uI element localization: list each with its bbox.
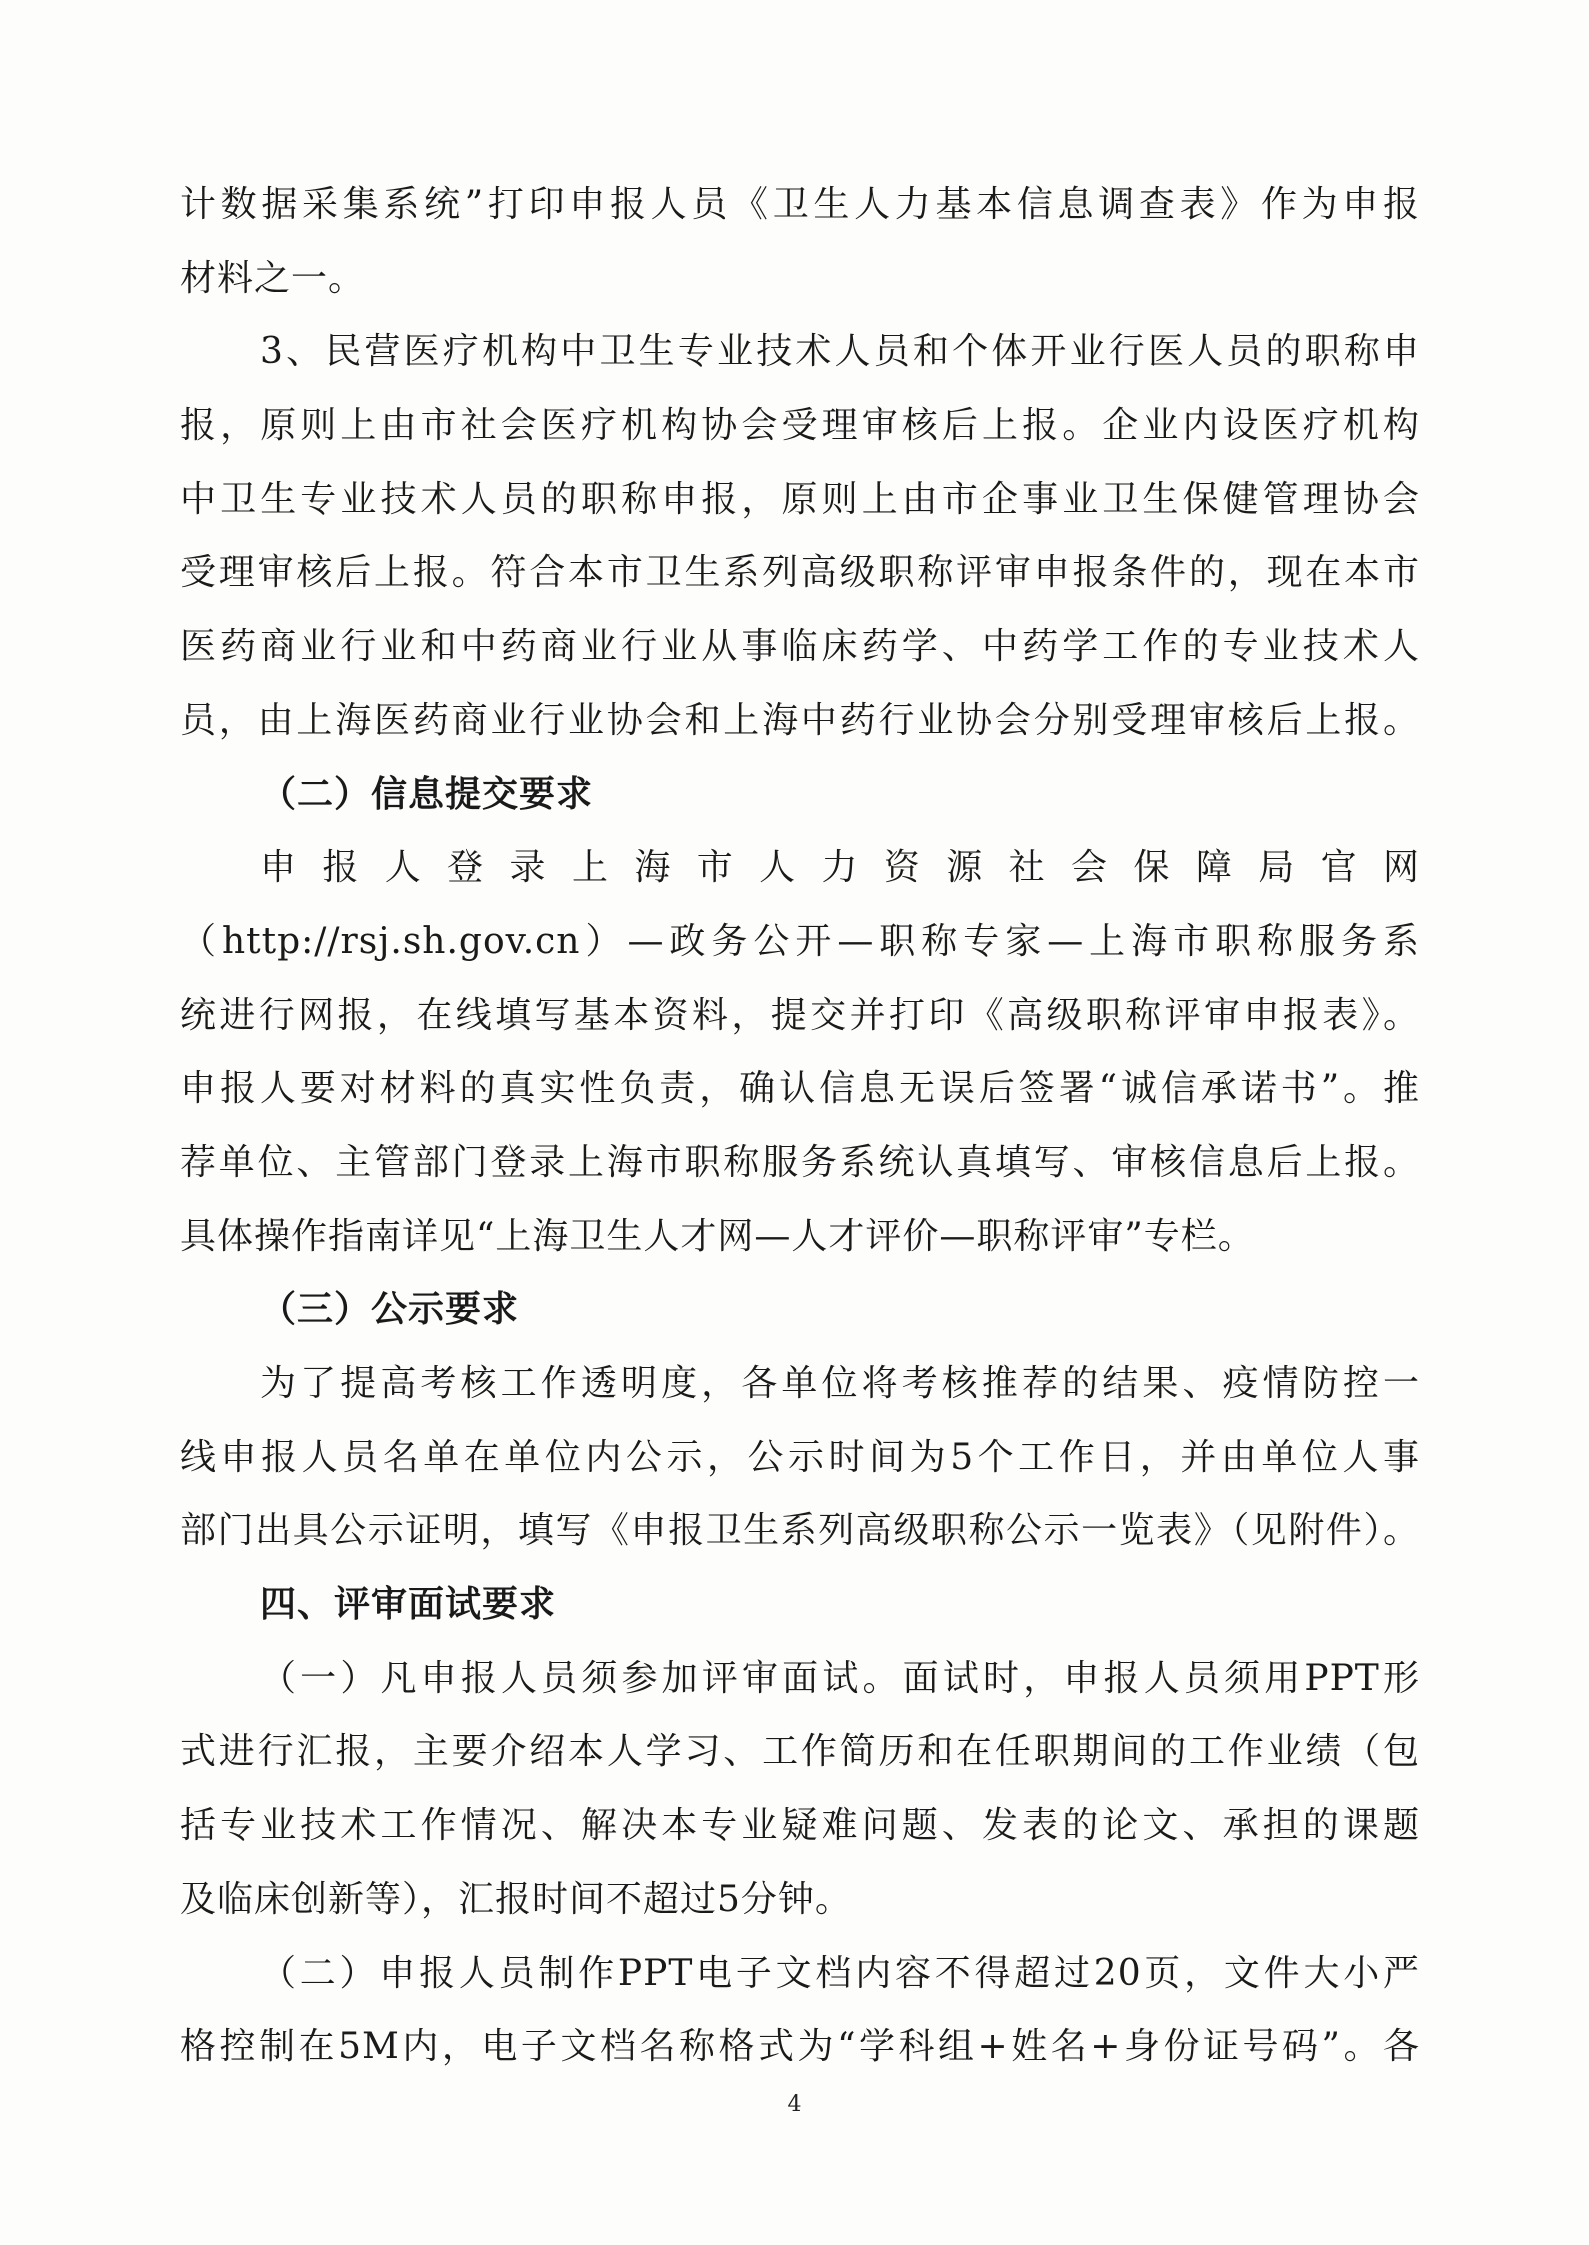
- text-line: 中卫生专业技术人员的职称申报，原则上由市企事业卫生保健管理协会: [180, 478, 1420, 520]
- text-line: （http://rsj.sh.gov.cn）—政务公开—职称专家—上海市职称服务系: [180, 920, 1420, 962]
- page-number: 4: [787, 2092, 802, 2117]
- text-line: 线申报人员名单在单位内公示，公示时间为5个工作日，并由单位人事: [180, 1436, 1420, 1478]
- text-line: 材料之一。: [180, 257, 366, 299]
- text-line: 格控制在5M内，电子文档名称格式为“学科组+姓名+身份证号码”。各: [180, 2026, 1420, 2068]
- text-line: 为了提高考核工作透明度，各单位将考核推荐的结果、疫情防控一: [260, 1363, 1420, 1404]
- text-line: 医药商业行业和中药商业行业从事临床药学、中药学工作的专业技术人: [180, 626, 1420, 668]
- text-line: 部门出具公示证明，填写《申报卫生系列高级职称公示一览表》（见附件）。: [180, 1510, 1420, 1552]
- text-line: 受理审核后上报。符合本市卫生系列高级职称评审申报条件的，现在本市: [180, 552, 1420, 594]
- section-heading: （二）信息提交要求: [260, 773, 594, 815]
- document-body: [180, 168, 1420, 2084]
- section-heading: 四、评审面试要求: [260, 1584, 557, 1626]
- text-line: 申报人登录上海市人力资源社会保障局官网: [260, 847, 1420, 889]
- text-line: 员，由上海医药商业行业协会和上海中药行业协会分别受理审核后上报。: [180, 699, 1420, 741]
- text-line: 3、民营医疗机构中卫生专业技术人员和个体开业行医人员的职称申: [260, 331, 1420, 373]
- section-heading: （三）公示要求: [260, 1289, 520, 1331]
- text-line: 报，原则上由市社会医疗机构协会受理审核后上报。企业内设医疗机构: [180, 405, 1420, 447]
- text-line: 及临床创新等），汇报时间不超过5分钟。: [180, 1878, 852, 1920]
- text-line: 荐单位、主管部门登录上海市职称服务系统认真填写、审核信息后上报。: [180, 1141, 1420, 1183]
- text-line: 式进行汇报，主要介绍本人学习、工作简历和在任职期间的工作业绩（包: [180, 1731, 1420, 1773]
- text-line: 申报人要对材料的真实性负责，确认信息无误后签署“诚信承诺书”。推: [180, 1068, 1420, 1110]
- text-line: 计数据采集系统”打印申报人员《卫生人力基本信息调查表》作为申报: [180, 184, 1420, 225]
- text-line: 统进行网报，在线填写基本资料，提交并打印《高级职称评审申报表》。: [180, 994, 1420, 1036]
- text-line: 具体操作指南详见“上海卫生人才网—人才评价—职称评审”专栏。: [180, 1215, 1255, 1257]
- text-line: 括专业技术工作情况、解决本专业疑难问题、发表的论文、承担的课题: [180, 1805, 1420, 1847]
- text-line: （一）凡申报人员须参加评审面试。面试时，申报人员须用PPT形: [260, 1657, 1420, 1699]
- text-line: （二）申报人员制作PPT电子文档内容不得超过20页，文件大小严: [260, 1952, 1420, 1994]
